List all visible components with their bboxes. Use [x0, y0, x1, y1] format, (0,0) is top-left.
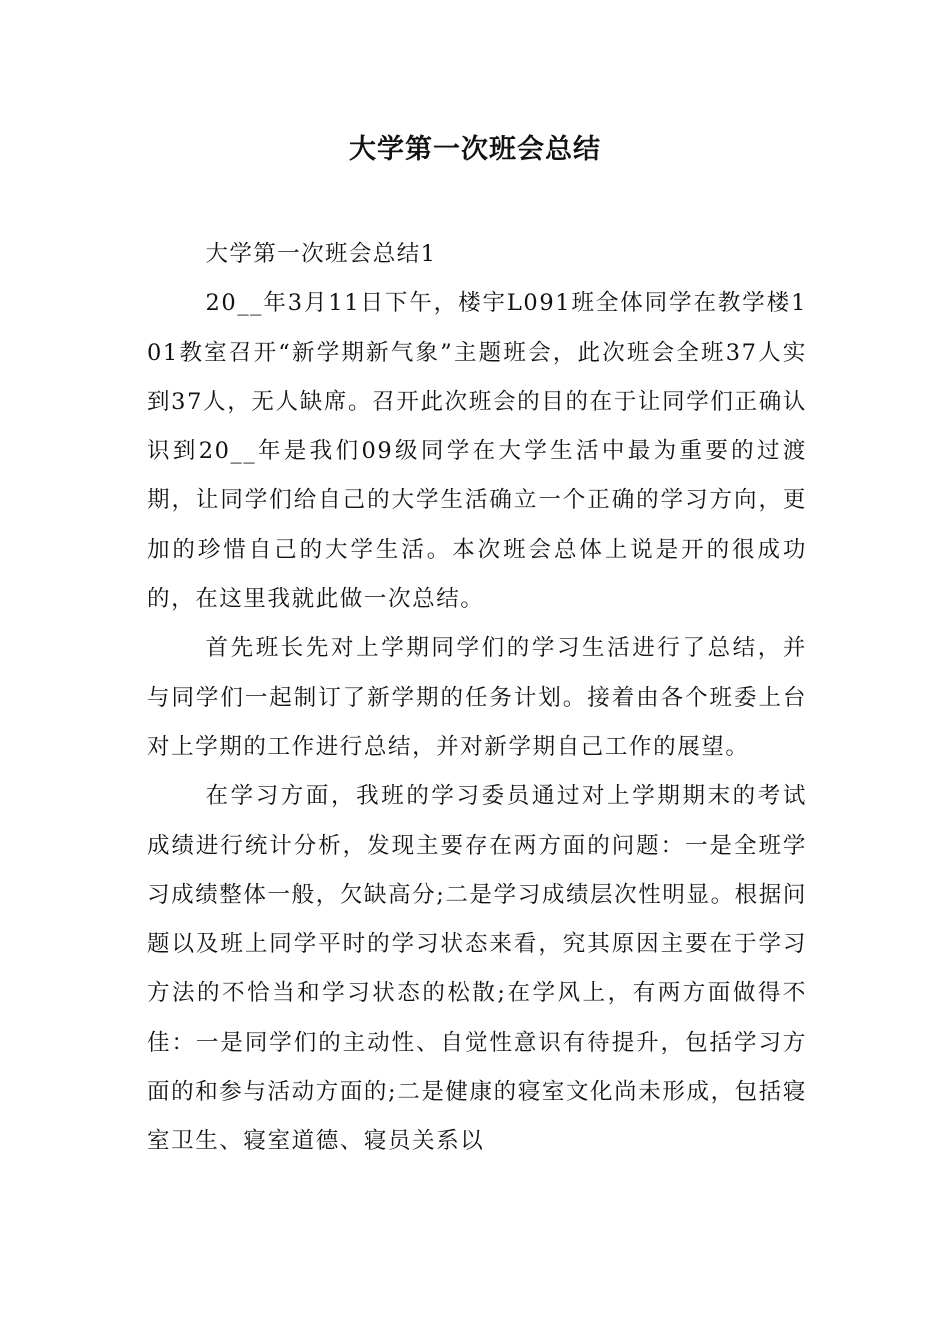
section-heading: 大学第一次班会总结1	[205, 241, 437, 267]
paragraph-class-leader: 首先班长先对上学期同学们的学习生活进行了总结，并与同学们一起制订了新学期的任务计划。接着由各个班委上台对上学期的工作进行总结，并对新学期自己工作的展望。	[147, 635, 807, 760]
paragraph-study: 在学习方面，我班的学习委员通过对上学期期末的考试成绩进行统计分析，发现主要存在两方面的问题：一是全班学习成绩整体一般，欠缺高分;二是学习成绩层次性明显。根据问题以及班上同学平时的学习状态来看，究其原因主要在于学习方法的不恰当和学习状态的松散;在学风上，有两方面做得不佳：一是同学们的主动性、自觉性意识有待提升，包括学习方面的和参与活动方面的;二是健康的寝室文化尚未形成，包括寝室卫生、寝室道德、寝员关系以	[147, 783, 807, 1155]
paragraph-intro: 20__年3月11日下午，楼宇L091班全体同学在教学楼101教室召开“新学期新气象”主题班会，此次班会全班37人实到37人，无人缺席。召开此次班会的目的在于让同学们正确认识到20__年是我们09级同学在大学生活中最为重要的过渡期，让同学们给自己的大学生活确立一个正确的学习方向，更加的珍惜自己的大学生活。本次班会总体上说是开的很成功的，在这里我就此做一次总结。	[147, 290, 807, 613]
document-title: 大学第一次班会总结	[349, 134, 601, 165]
document-body	[147, 230, 807, 1167]
